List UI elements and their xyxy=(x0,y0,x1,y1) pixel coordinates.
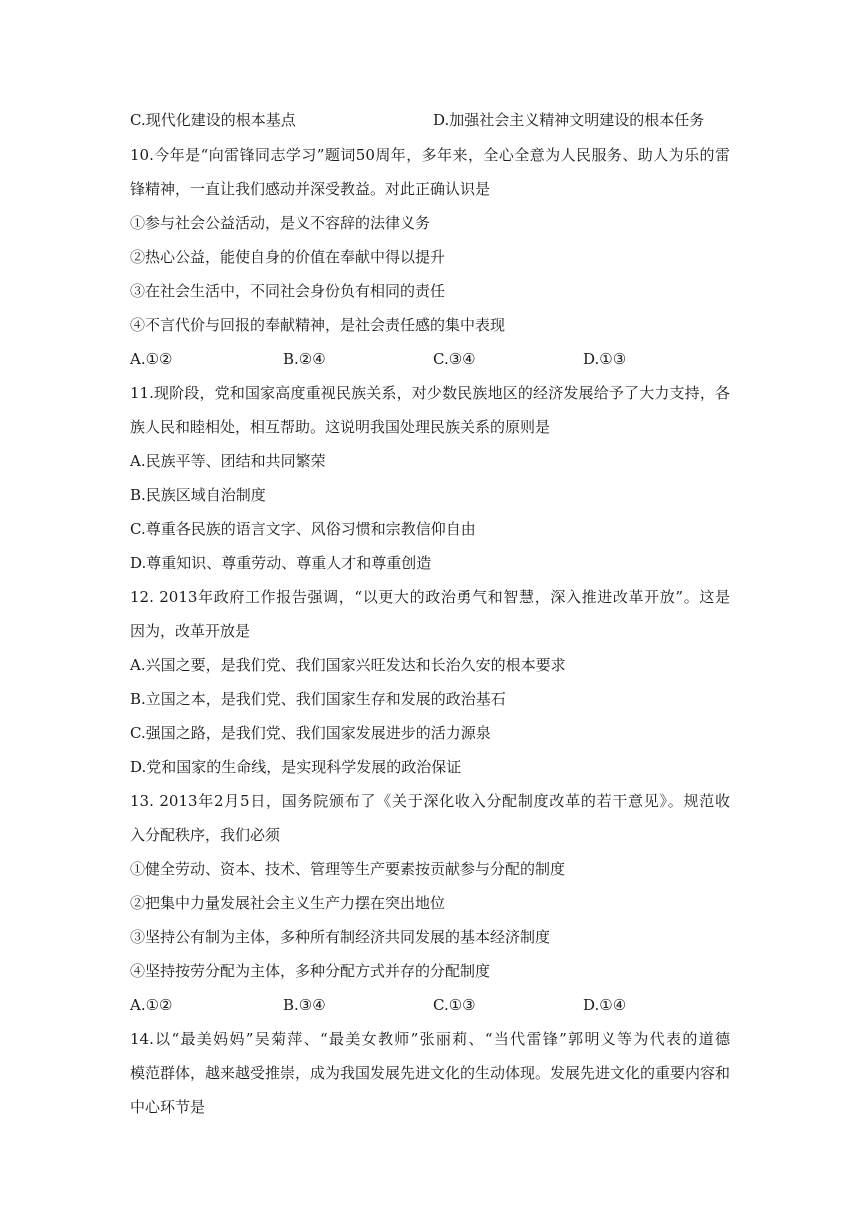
q10-stem-line1: 10.今年是“向雷锋同志学习”题词50周年，多年来，全心全意为人民服务、助人为乐的雷 xyxy=(130,146,730,164)
q11-option-b: B.民族区域自治制度 xyxy=(130,486,266,504)
q11-stem-line2: 族人民和睦相处，相互帮助。这说明我国处理民族关系的原则是 xyxy=(130,418,551,436)
q13-option-d: D.①④ xyxy=(583,996,627,1014)
q14-stem-line1: 14.以“最美妈妈”吴菊萍、“最美女教师”张丽莉、“当代雷锋”郭明义等为代表的道德 xyxy=(130,1030,730,1048)
q10-option-a: A.①② xyxy=(130,350,173,368)
q13-statement-1: ①健全劳动、资本、技术、管理等生产要素按贡献参与分配的制度 xyxy=(130,860,566,878)
q10-option-b: B.②④ xyxy=(283,350,326,368)
q13-stem-line2: 入分配秩序，我们必须 xyxy=(130,826,281,844)
q12-stem-line1: 12. 2013年政府工作报告强调，“以更大的政治勇气和智慧，深入推进改革开放”。这是 xyxy=(130,588,730,606)
q12-option-a: A.兴国之要，是我们党、我们国家兴旺发达和长治久安的根本要求 xyxy=(130,656,566,674)
q13-statement-4: ④坚持按劳分配为主体，多种分配方式并存的分配制度 xyxy=(130,962,491,980)
q10-statement-4: ④不言代价与回报的奉献精神，是社会责任感的集中表现 xyxy=(130,316,506,334)
q13-option-a: A.①② xyxy=(130,996,173,1014)
q13-option-b: B.③④ xyxy=(283,996,326,1014)
q10-option-c: C.③④ xyxy=(433,350,476,368)
q10-statement-2: ②热心公益，能使自身的价值在奉献中得以提升 xyxy=(130,248,446,266)
q10-statement-1: ①参与社会公益活动，是义不容辞的法律义务 xyxy=(130,214,431,232)
q11-stem-line1: 11.现阶段，党和国家高度重视民族关系，对少数民族地区的经济发展给予了大力支持，各 xyxy=(130,384,730,402)
q9-option-d: D.加强社会主义精神文明建设的根本任务 xyxy=(433,111,705,129)
q13-option-c: C.①③ xyxy=(433,996,476,1014)
q10-statement-3: ③在社会生活中，不同社会身份负有相同的责任 xyxy=(130,282,446,300)
q10-stem-line2: 锋精神，一直让我们感动并深受教益。对此正确认识是 xyxy=(130,180,491,198)
q13-statement-2: ②把集中力量发展社会主义生产力摆在突出地位 xyxy=(130,894,446,912)
q13-statement-3: ③坚持公有制为主体，多种所有制经济共同发展的基本经济制度 xyxy=(130,928,551,946)
q12-option-d: D.党和国家的生命线，是实现科学发展的政治保证 xyxy=(130,758,462,776)
q10-option-d: D.①③ xyxy=(583,350,627,368)
q12-option-c: C.强国之路，是我们党、我们国家发展进步的活力源泉 xyxy=(130,724,491,742)
q9-option-c: C.现代化建设的根本基点 xyxy=(130,111,296,129)
q12-option-b: B.立国之本，是我们党、我们国家生存和发展的政治基石 xyxy=(130,690,506,708)
q11-option-c: C.尊重各民族的语言文字、风俗习惯和宗教信仰自由 xyxy=(130,520,476,538)
q14-stem-line3: 中心环节是 xyxy=(130,1098,206,1116)
q11-option-d: D.尊重知识、尊重劳动、尊重人才和尊重创造 xyxy=(130,554,432,572)
q13-stem-line1: 13. 2013年2月5日，国务院颁布了《关于深化收入分配制度改革的若干意见》。规范收 xyxy=(130,792,730,810)
q11-option-a: A.民族平等、团结和共同繁荣 xyxy=(130,452,326,470)
q14-stem-line2: 模范群体，越来越受推崇，成为我国发展先进文化的生动体现。发展先进文化的重要内容和 xyxy=(130,1064,731,1082)
q12-stem-line2: 因为，改革开放是 xyxy=(130,622,251,640)
